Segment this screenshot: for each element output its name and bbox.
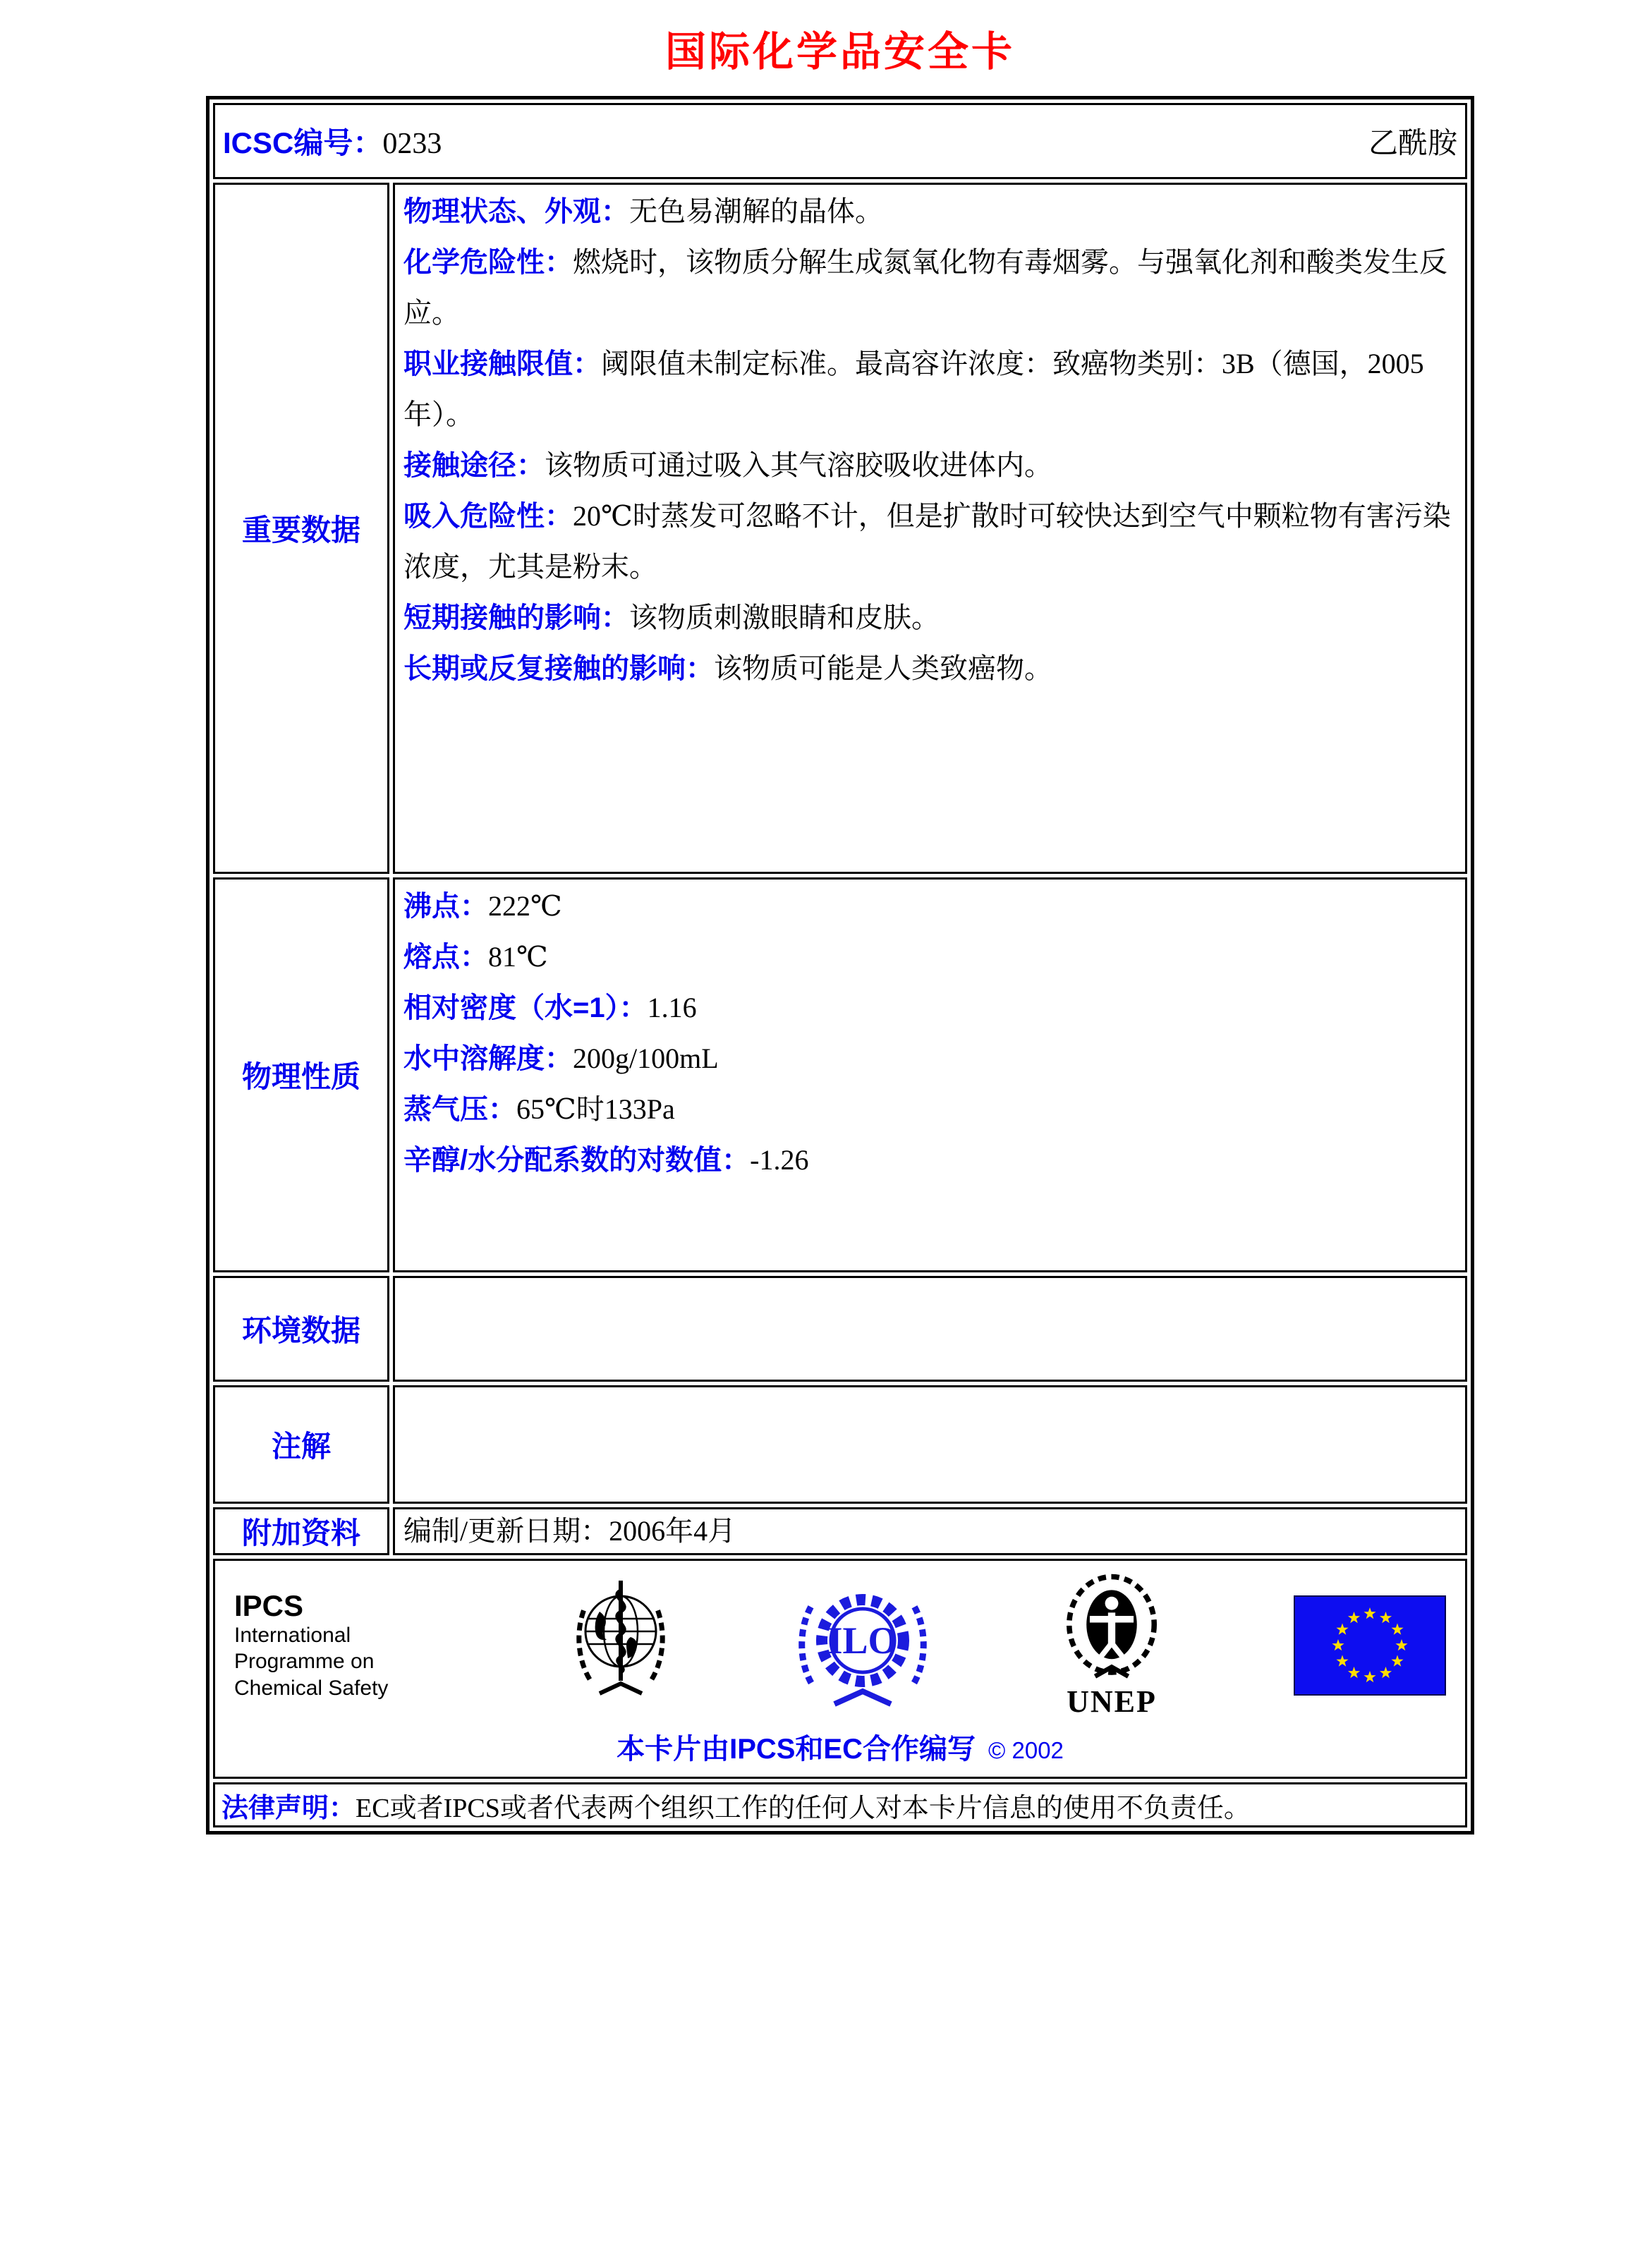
cooperation-row [223, 1727, 1457, 1767]
field-value: 阈限值未制定标准。最高容许浓度：致癌物类别：3B（德国，2005年）。 [403, 348, 1424, 430]
field-label: 物理状态、外观： [403, 196, 629, 227]
environmental-data-row [213, 1276, 1467, 1382]
field-label: 化学危险性： [403, 247, 573, 278]
ilo-logo-text: ILO [827, 1619, 898, 1662]
property-line [403, 1135, 1457, 1186]
field-value: 无色易潮解的晶体。 [629, 195, 883, 227]
property-line [403, 881, 1457, 932]
property-value: 1.16 [647, 992, 697, 1023]
legal-row [213, 1782, 1467, 1827]
field-label: 接触途径： [403, 450, 545, 481]
legal-disclaimer [216, 1785, 1464, 1825]
chemical-name: 乙酰胺 [1368, 128, 1457, 160]
property-value: -1.26 [750, 1144, 809, 1176]
page-title: 国际化学品安全卡 [664, 29, 1015, 75]
icsc-header-row [213, 103, 1467, 179]
ipcs-subtitle-line3: Chemical Safety [234, 1676, 389, 1700]
important-data-content [393, 183, 1467, 874]
data-field-line [403, 592, 1457, 643]
property-value: 81℃ [488, 941, 548, 973]
copyright-text: © 2002 [988, 1737, 1064, 1763]
icsc-number-label: ICSC编号： [223, 126, 383, 159]
update-date-label: 编制/更新日期： [403, 1515, 609, 1547]
notes-row [213, 1385, 1467, 1504]
field-value: 燃烧时，该物质分解生成氮氧化物有毒烟雾。与强氧化剂和酸类发生反应。 [403, 246, 1447, 329]
notes-label: 注解 [213, 1385, 389, 1504]
ipcs-subtitle-line2: Programme on [234, 1650, 375, 1674]
additional-info-label: 附加资料 [213, 1507, 389, 1555]
unep-logo-icon [1055, 1571, 1168, 1684]
legal-label: 法律声明： [221, 1793, 356, 1823]
logo-row [223, 1571, 1457, 1720]
data-field-line [403, 643, 1457, 694]
page-header [206, 18, 1474, 78]
eu-flag-icon [1294, 1595, 1446, 1696]
field-label: 短期接触的影响： [403, 602, 629, 633]
icsc-card-table [206, 96, 1474, 1835]
update-date-value: 2006年4月 [609, 1515, 736, 1547]
property-label: 沸点： [403, 891, 488, 922]
property-value: 65℃时133Pa [516, 1093, 675, 1125]
legal-text: EC或者IPCS或者代表两个组织工作的任何人对本卡片信息的使用不负责任。 [356, 1793, 1251, 1823]
notes-content [393, 1385, 1467, 1504]
property-line [403, 1033, 1457, 1084]
important-data-label: 重要数据 [213, 183, 389, 874]
property-label: 熔点： [403, 942, 488, 973]
ipcs-block [234, 1590, 446, 1702]
additional-info-row [213, 1507, 1467, 1555]
footer [216, 1562, 1464, 1771]
cooperation-text: 本卡片由IPCS和EC合作编写 [617, 1734, 976, 1765]
field-label: 职业接触限值： [403, 348, 601, 379]
footer-logos-row [213, 1559, 1467, 1779]
field-label: 长期或反复接触的影响： [403, 653, 714, 684]
unep-logo-text: UNEP [1067, 1684, 1157, 1719]
property-value: 200g/100mL [573, 1042, 719, 1074]
environmental-data-label: 环境数据 [213, 1276, 389, 1382]
icsc-number-group [223, 120, 442, 162]
field-value: 20℃时蒸发可忽略不计，但是扩散时可较快达到空气中颗粒物有害污染浓度，尤其是粉末。 [403, 500, 1451, 583]
data-field-line [403, 491, 1457, 592]
physical-properties-label: 物理性质 [213, 877, 389, 1272]
property-label: 相对密度（水=1）： [403, 992, 648, 1023]
data-field-line [403, 186, 1457, 237]
property-label: 水中溶解度： [403, 1043, 573, 1074]
property-line [403, 1084, 1457, 1135]
ilo-logo-icon [796, 1577, 930, 1715]
property-line [403, 983, 1457, 1033]
data-field-line [403, 237, 1457, 339]
property-line [403, 932, 1457, 983]
unep-block [1055, 1571, 1168, 1720]
field-value: 该物质可通过吸入其气溶胶吸收进体内。 [545, 449, 1052, 481]
property-label: 蒸气压： [403, 1094, 516, 1125]
who-logo-icon [571, 1575, 670, 1716]
environmental-data-content [393, 1276, 1467, 1382]
important-data-row [213, 183, 1467, 874]
additional-info-content [393, 1507, 1467, 1555]
icsc-number-value: 0233 [382, 128, 442, 160]
data-field-line [403, 339, 1457, 440]
field-label: 吸入危险性： [403, 501, 573, 532]
field-value: 该物质刺激眼睛和皮肤。 [629, 602, 940, 633]
physical-properties-content [393, 877, 1467, 1272]
data-field-line [403, 440, 1457, 491]
property-label: 辛醇/水分配系数的对数值： [403, 1145, 751, 1176]
property-value: 222℃ [488, 890, 562, 922]
field-value: 该物质可能是人类致癌物。 [714, 652, 1052, 684]
physical-properties-row [213, 877, 1467, 1272]
ipcs-title: IPCS [234, 1588, 304, 1622]
ipcs-subtitle-line1: International [234, 1623, 351, 1647]
